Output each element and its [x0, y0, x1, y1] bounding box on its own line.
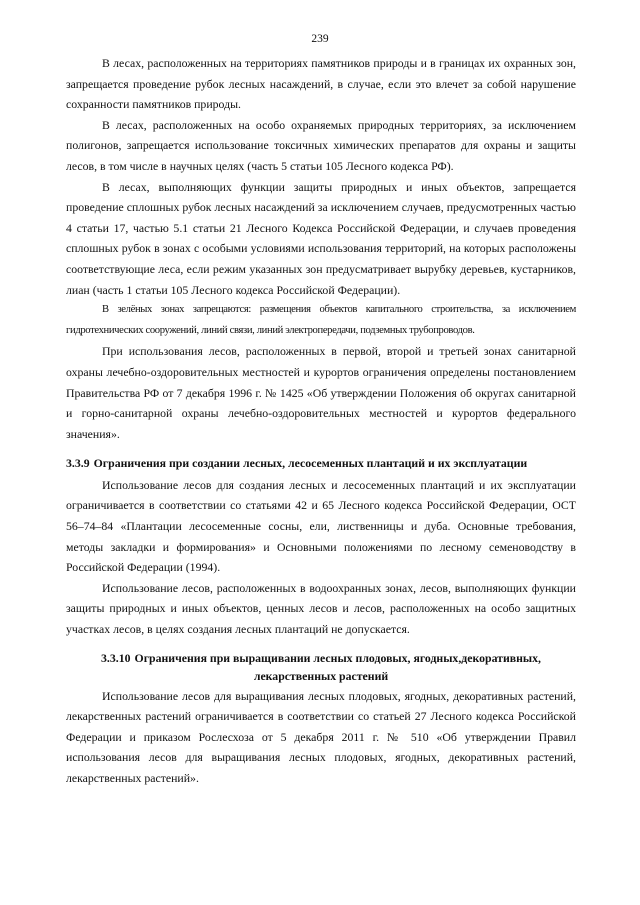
paragraph-plantations-usage: Использование лесов для создания лесных и лесосеменных плантаций и их эксплуатации ограничивается в соответствии со статьями 42 и 65 Лесного кодекса Российской Федерации, ОСТ 56–74–84 «Плантации лесосеменные сосны, ели, лиственницы и дуба. Основные требования, методы закладки и формирования» и Основными положениями по лесному семеноводству в Российской Федерации (1994). — [66, 477, 576, 575]
paragraph-natural-monuments: В лесах, расположенных на территориях памятников природы и в границах их охранных зон, запрещается проведение рубок лесных насаждений, в случае, если это влечет за собой нарушение сохранности памятников природы. — [66, 56, 576, 112]
page-content — [66, 53, 576, 789]
paragraph-protected-areas: В лесах, расположенных на особо охраняемых природных территориях, за исключением полигонов, запрещается использование токсичных химических препаратов для охраны и защиты лесов, в том числе в научных целях (часть 5 статьи 105 Лесного кодекса РФ). — [66, 117, 576, 173]
paragraph-sanitary-zones: При использования лесов, расположенных в первой, второй и третьей зонах санитарной охраны лечебно-оздоровительных местностей и курортов ограничения определены постановлением Правительства РФ от 7 декабря 1996 г. № 1425 «Об утверждении Положения об округах санитарной и горно-санитарной охраны лечебно-оздоровительных местностей и курортов федерального значения». — [66, 344, 576, 441]
section-number: 3.3.9 — [66, 456, 90, 471]
paragraph-green-zones: В зелёных зонах запрещаются: размещения объектов капитального строительства, за исключением гидротехнических сооружений, линий связи, линий электропередачи, подземных трубопроводов. — [66, 304, 576, 336]
section-heading-3-3-9 — [66, 453, 576, 474]
paragraph-cultivation-usage: Использование лесов для выращивания лесных плодовых, ягодных, декоративных растений, лекарственных растений ограничивается в соответствии со статьей 27 Лесного кодекса Российской Федерации и приказом Рослесхоза от 5 декабря 2011 г. № 510 «Об утверждении Правил использования лесов для выращивания лесных плодовых, ягодных, декоративных растений, лекарственных растений». — [66, 688, 576, 785]
paragraph-protective-forests: В лесах, выполняющих функции защиты природных и иных объектов, запрещается проведение сплошных рубок лесных насаждений за исключением случаев, предусмотренных частью 4 статьи 17, частью 5.1 статьи 21 Лесного Кодекса Российской Федерации, и случаев проведения сплошных рубок в зонах с особыми условиями использования территорий, на которых расположены соответствующие леса, если режим указанных зон предусматривает вырубку деревьев, кустарников, лиан (часть 1 статьи 105 Лесного кодекса Российской Федерации). — [66, 179, 576, 297]
section-title: Ограничения при выращивании лесных плодовых, ягодных,декоративных, лекарственных растений — [134, 650, 541, 683]
section-heading-3-3-10 — [66, 649, 576, 685]
section-number: 3.3.10 — [101, 650, 131, 665]
page-number: 239 — [311, 33, 329, 45]
section-title: Ограничения при создании лесных, лесосеменных плантаций и их эксплуатации — [93, 456, 528, 471]
paragraph-plantations-restriction: Использование лесов, расположенных в водоохранных зонах, лесов, выполняющих функции защиты природных и иных объектов, ценных лесов и лесов, расположенных на особо защитных участках лесов, в целях создания лесных плантаций не допускается. — [66, 580, 576, 637]
